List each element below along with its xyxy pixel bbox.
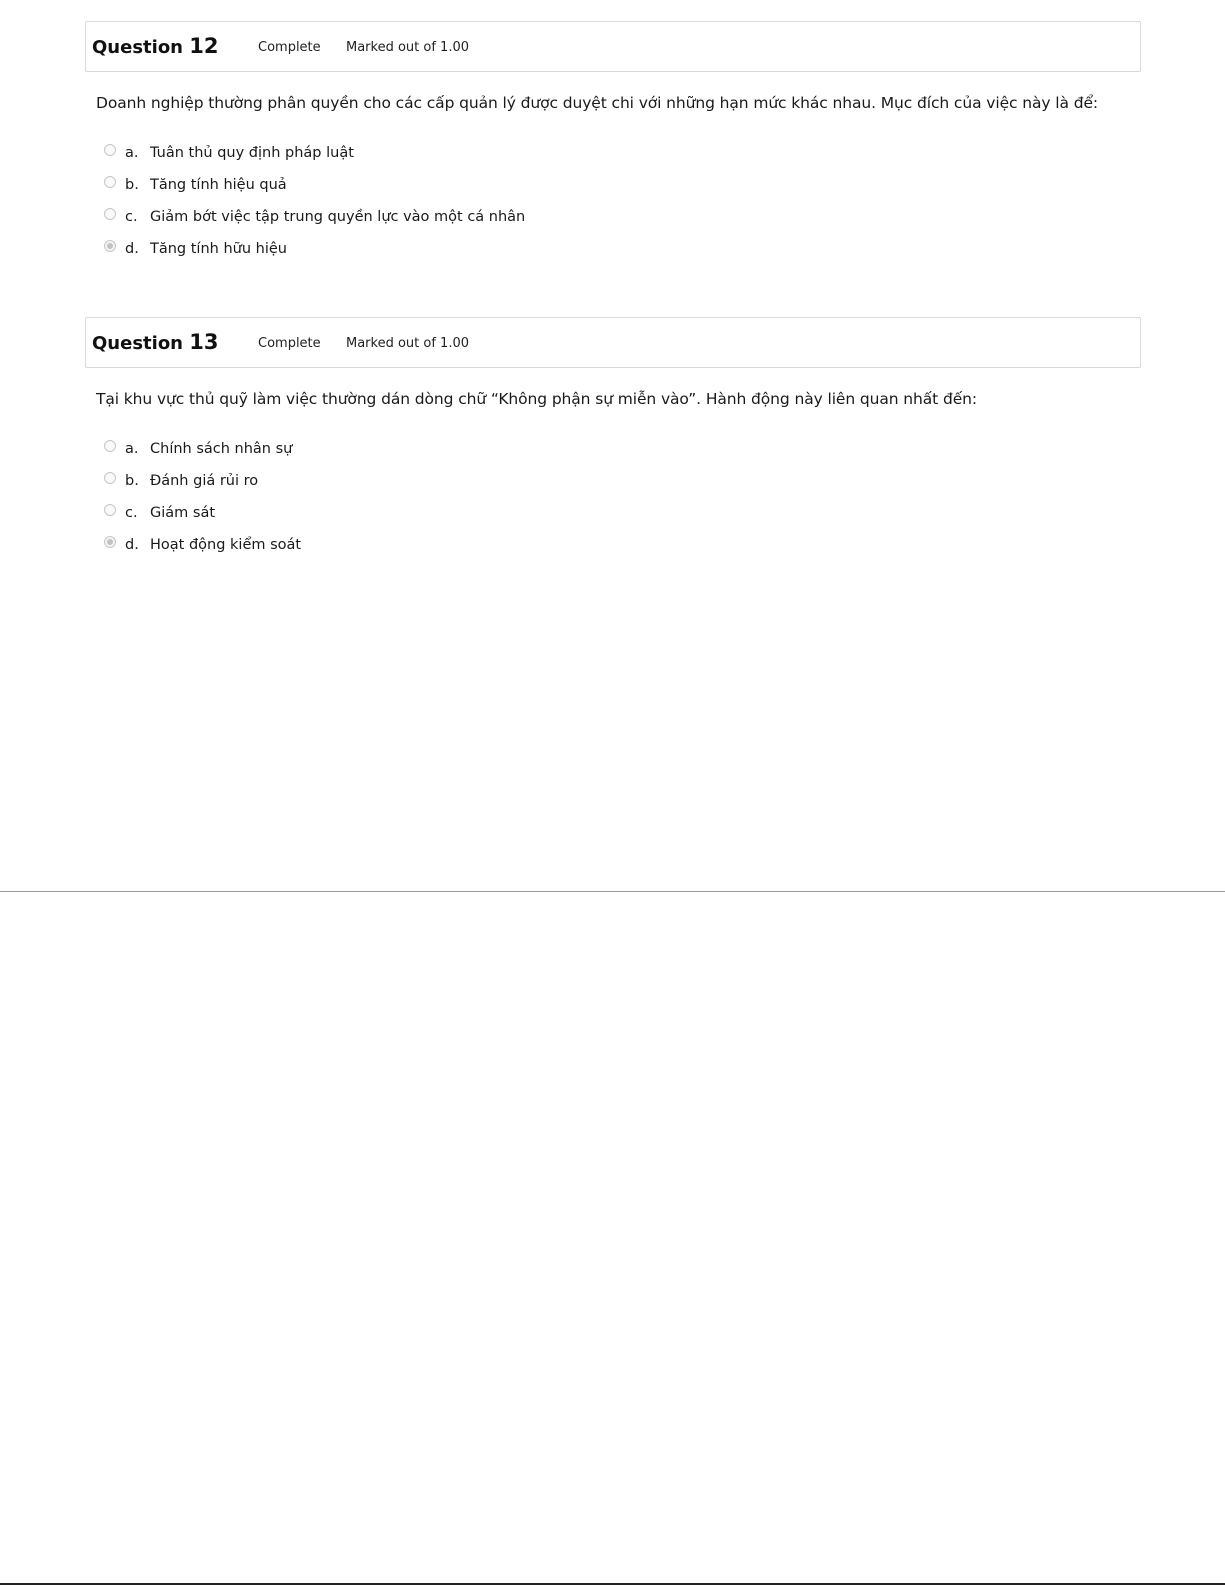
radio-unchecked-icon[interactable] bbox=[104, 208, 116, 220]
radio-checked-icon[interactable] bbox=[104, 536, 116, 548]
answer-text: Giám sát bbox=[150, 505, 216, 521]
answer-list bbox=[104, 433, 1141, 561]
question-13 bbox=[85, 317, 1141, 561]
answer-letter: a. bbox=[125, 145, 139, 161]
page-divider bbox=[0, 891, 1225, 892]
question-info-header bbox=[85, 317, 1141, 368]
question-label: Question bbox=[92, 37, 183, 58]
radio-unchecked-icon[interactable] bbox=[104, 472, 116, 484]
answer-letter: b. bbox=[125, 177, 139, 193]
answer-text: Đánh giá rủi ro bbox=[150, 473, 259, 489]
answer-list bbox=[104, 137, 1141, 265]
question-grade: Marked out of 1.00 bbox=[346, 336, 470, 351]
question-text: Tại khu vực thủ quỹ làm việc thường dán dòng chữ “Không phận sự miễn vào”. Hành động này liên quan nhất đến: bbox=[96, 390, 977, 408]
question-number: 13 bbox=[189, 330, 219, 354]
answer-option-b[interactable] bbox=[104, 465, 1141, 497]
question-12 bbox=[85, 21, 1141, 265]
radio-unchecked-icon[interactable] bbox=[104, 504, 116, 516]
question-info-header bbox=[85, 21, 1141, 72]
question-title bbox=[92, 34, 219, 58]
radio-unchecked-icon[interactable] bbox=[104, 176, 116, 188]
answer-letter: b. bbox=[125, 473, 139, 489]
question-label: Question bbox=[92, 333, 183, 354]
answer-text: Hoạt động kiểm soát bbox=[150, 537, 302, 553]
answer-text: Tuân thủ quy định pháp luật bbox=[150, 145, 354, 161]
answer-option-d[interactable] bbox=[104, 529, 1141, 561]
question-text: Doanh nghiệp thường phân quyền cho các cấp quản lý được duyệt chi với những hạn mức khác nhau. Mục đích của việc này là để: bbox=[96, 94, 1099, 112]
question-state: Complete bbox=[258, 336, 321, 351]
answer-letter: c. bbox=[125, 505, 138, 521]
question-grade: Marked out of 1.00 bbox=[346, 40, 470, 55]
answer-letter: c. bbox=[125, 209, 138, 225]
answer-text: Giảm bớt việc tập trung quyền lực vào một cá nhân bbox=[150, 209, 526, 225]
answer-letter: d. bbox=[125, 537, 139, 553]
answer-option-c[interactable] bbox=[104, 497, 1141, 529]
answer-option-d[interactable] bbox=[104, 233, 1141, 265]
radio-unchecked-icon[interactable] bbox=[104, 144, 116, 156]
answer-option-a[interactable] bbox=[104, 137, 1141, 169]
radio-unchecked-icon[interactable] bbox=[104, 440, 116, 452]
question-title bbox=[92, 330, 219, 354]
answer-letter: a. bbox=[125, 441, 139, 457]
answer-text: Tăng tính hiệu quả bbox=[150, 177, 287, 193]
radio-checked-icon[interactable] bbox=[104, 240, 116, 252]
answer-option-c[interactable] bbox=[104, 201, 1141, 233]
answer-option-b[interactable] bbox=[104, 169, 1141, 201]
answer-option-a[interactable] bbox=[104, 433, 1141, 465]
question-state: Complete bbox=[258, 40, 321, 55]
answer-text: Tăng tính hữu hiệu bbox=[150, 241, 287, 257]
answer-letter: d. bbox=[125, 241, 139, 257]
answer-text: Chính sách nhân sự bbox=[150, 441, 293, 457]
question-number: 12 bbox=[189, 34, 219, 58]
